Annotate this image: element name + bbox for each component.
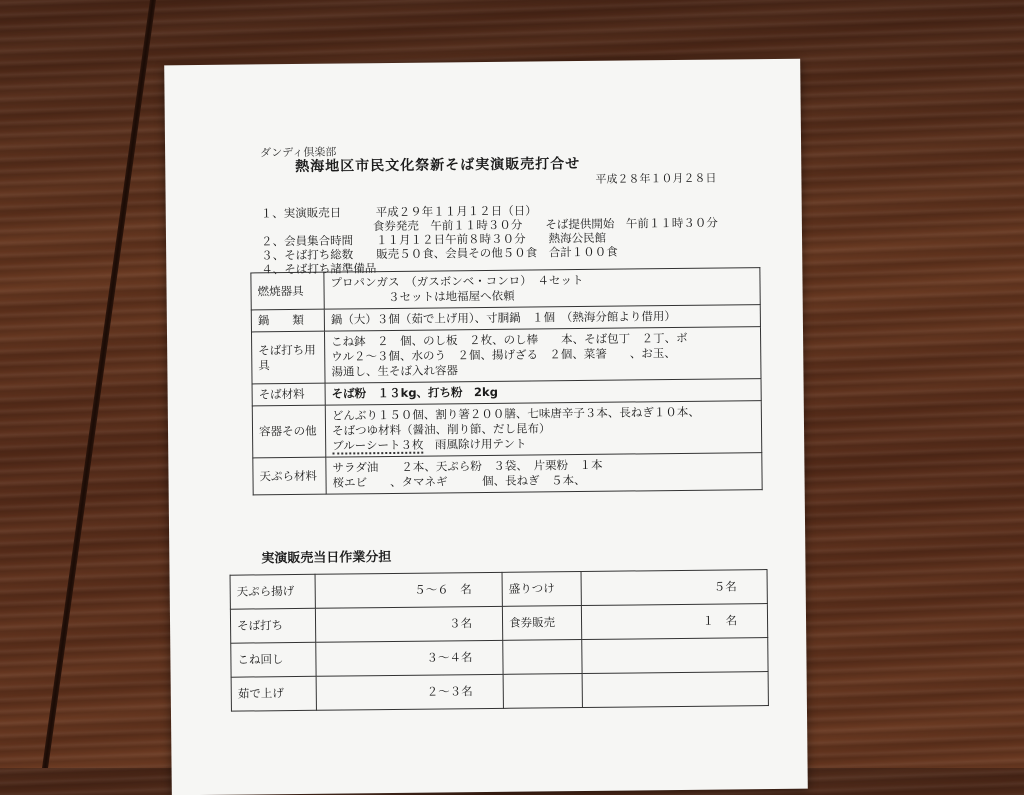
table-row <box>230 604 767 644</box>
equipment-detail: そば粉 １３kg、打ち粉 2kg <box>325 379 761 406</box>
equipment-label: 燃焼器具 <box>251 272 324 310</box>
task-name: 茹で上げ <box>231 676 316 711</box>
equipment-label: そば材料 <box>252 383 325 406</box>
table-row <box>252 401 762 458</box>
equipment-label: そば打ち用具 <box>251 331 325 384</box>
list-item: ３、そば打ち総数 販売５０食、会員その他５０食 合計１００食 <box>261 244 618 263</box>
table-row <box>231 672 768 712</box>
equipment-label: 容器その他 <box>252 405 326 458</box>
task-count: １ 名 <box>581 604 767 640</box>
blue-sheet-note: ブルーシート３枚 <box>332 437 424 453</box>
task-name: 天ぷら揚げ <box>230 574 315 609</box>
task-name: こね回し <box>231 642 316 677</box>
list-item: 食券発売 午前１１時３０分 そば提供開始 午前１１時３０分 <box>372 215 718 234</box>
equipment-table <box>250 267 762 495</box>
work-table <box>230 569 769 712</box>
task-count: ３～４名 <box>316 640 503 676</box>
document-date: 平成２８年１０月２８日 <box>595 171 717 186</box>
list-item: ２、会員集合時間 １１月１２日午前８時３０分 熱海公民館 <box>260 230 607 249</box>
club-name: ダンディ倶楽部 <box>260 145 337 160</box>
table-row <box>251 327 761 384</box>
document-title: 熱海地区市民文化祭新そば実演販売打合せ <box>295 155 581 175</box>
task-name <box>503 640 582 675</box>
equipment-detail: どんぶり１５０個、割り箸２００膳、七味唐辛子３本、長ねぎ１０本、 そばつゆ材料（醤油、削り節、だし昆布） ブルーシート３枚 雨風除け用テント <box>325 401 762 458</box>
table-seam <box>42 0 156 768</box>
task-name: 食券販売 <box>502 606 581 641</box>
equipment-label: 鍋 類 <box>251 309 324 332</box>
task-name: 盛りつけ <box>502 572 581 607</box>
task-name: そば打ち <box>230 608 315 643</box>
task-name <box>503 674 582 709</box>
task-count: ５名 <box>581 570 767 606</box>
table-row <box>230 570 767 610</box>
task-count: ３名 <box>315 606 502 642</box>
equipment-detail: サラダ油 ２本、天ぷら粉 ３袋、 片栗粉 １本 桜エビ 、タマネギ 個、長ねぎ ５本、 <box>326 453 762 495</box>
list-item: １、実演販売日 平成２９年１１月１２日（日） <box>260 203 537 221</box>
equipment-detail: プロパンガス （ガスボンベ・コンロ） ４セット ３セットは地福屋へ依頼 <box>324 268 760 310</box>
equipment-label: 天ぷら材料 <box>253 457 326 495</box>
task-count <box>582 672 768 708</box>
table-row <box>253 453 762 495</box>
equipment-detail: 鍋（大）３個（茹で上げ用）、寸胴鍋 １個 （熱海分館より借用） <box>324 305 760 332</box>
work-title: 実演販売当日作業分担 <box>261 549 392 567</box>
task-count <box>582 638 768 674</box>
task-count: ５～６ 名 <box>315 572 502 608</box>
equipment-detail: こね鉢 ２ 個、のし板 ２枚、のし棒 本、そば包丁 ２丁、ボ ウル２～３個、水のう ２個、揚げざる ２個、菜箸 、お玉、 湯通し、生そば入れ容器 <box>324 327 761 384</box>
table-row <box>231 638 768 678</box>
paper-sheet <box>164 59 808 795</box>
task-count: ２～３名 <box>316 674 503 710</box>
list-item: ４、そば打ち諸準備品 <box>261 261 377 277</box>
table-row <box>251 268 760 310</box>
